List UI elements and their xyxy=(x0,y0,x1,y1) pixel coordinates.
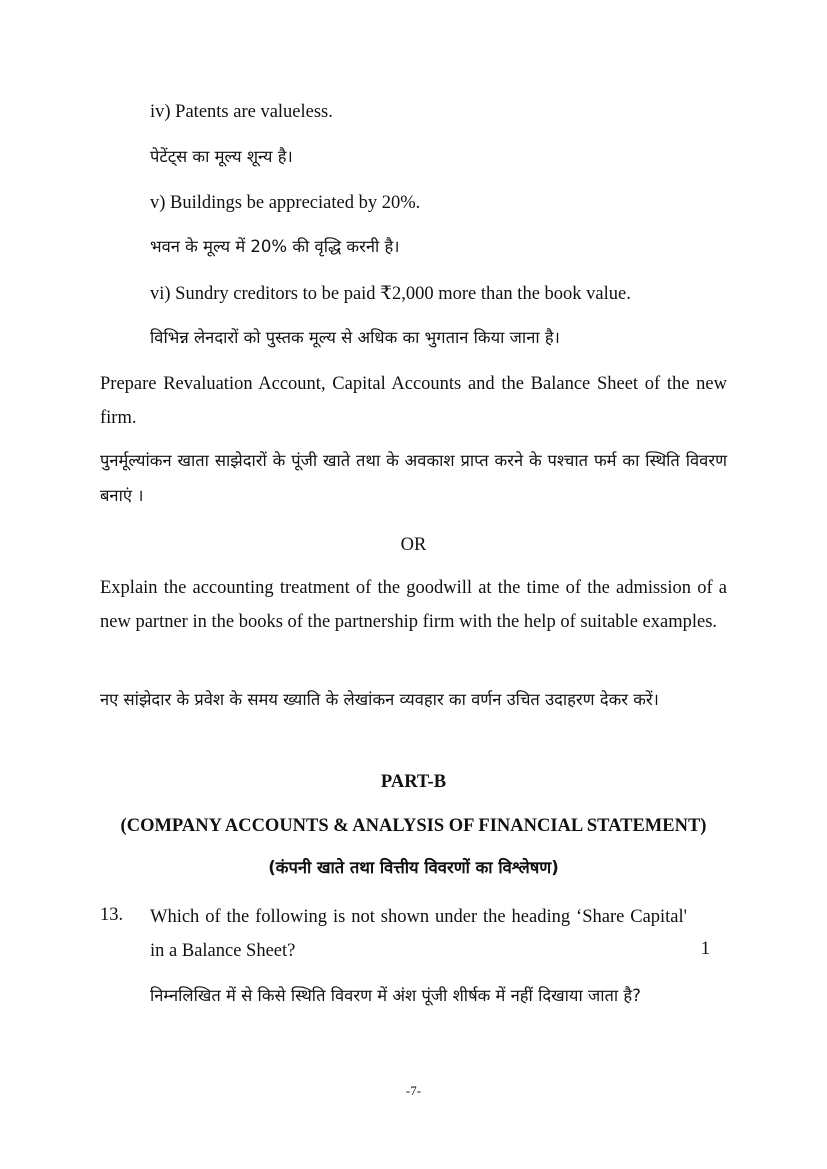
condition-iv-en: iv) Patents are valueless. xyxy=(150,102,333,122)
part-subtitle-hi: (कंपनी खाते तथा वित्तीय विवरणों का विश्लेषण) xyxy=(268,858,559,877)
question-13-hi: निम्नलिखित में से किसे स्थिति विवरण में अंश पूंजी शीर्षक में नहीं दिखाया जाता है? xyxy=(150,986,641,1005)
part-subtitle-en: (COMPANY ACCOUNTS & ANALYSIS OF FINANCIAL STATEMENT) xyxy=(120,816,707,836)
alternative-question-hi: नए सांझेदार के प्रवेश के समय ख्याति के लेखांकन व्यवहार का वर्णन उचित उदाहरण देकर करें। xyxy=(100,690,659,709)
condition-iv-hi: पेटेंट्स का मूल्य शून्य है। xyxy=(150,147,293,166)
question-13-en: Which of the following is not shown under the heading ‘Share Capital' in a Balance Sheet? xyxy=(150,907,687,961)
condition-v-hi: भवन के मूल्य में 20% की वृद्धि करनी है। xyxy=(150,237,400,256)
alternative-question-en: Explain the accounting treatment of the goodwill at the time of the admission of a new partner in the books of the partnership firm with the help of suitable examples. xyxy=(100,578,727,632)
condition-v-en: v) Buildings be appreciated by 20%. xyxy=(150,193,421,213)
part-title: PART-B xyxy=(380,772,447,792)
page-number: -7- xyxy=(405,1083,422,1098)
question-number: 13. xyxy=(100,905,124,925)
condition-vi-en: vi) Sundry creditors to be paid ₹2,000 more than the book value. xyxy=(150,284,631,304)
question-marks: 1 xyxy=(700,939,710,959)
instruction-en: Prepare Revaluation Account, Capital Accounts and the Balance Sheet of the new firm. xyxy=(100,374,727,428)
or-label: OR xyxy=(400,535,427,555)
instruction-hi: पुनर्मूल्यांकन खाता साझेदारों के पूंजी खाते तथा के अवकाश प्राप्त करने के पश्चात फर्म का स्थिति विवरण बनाएं । xyxy=(100,451,727,505)
condition-vi-hi: विभिन्न लेनदारों को पुस्तक मूल्य से अधिक का भुगतान किया जाना है। xyxy=(150,328,560,347)
